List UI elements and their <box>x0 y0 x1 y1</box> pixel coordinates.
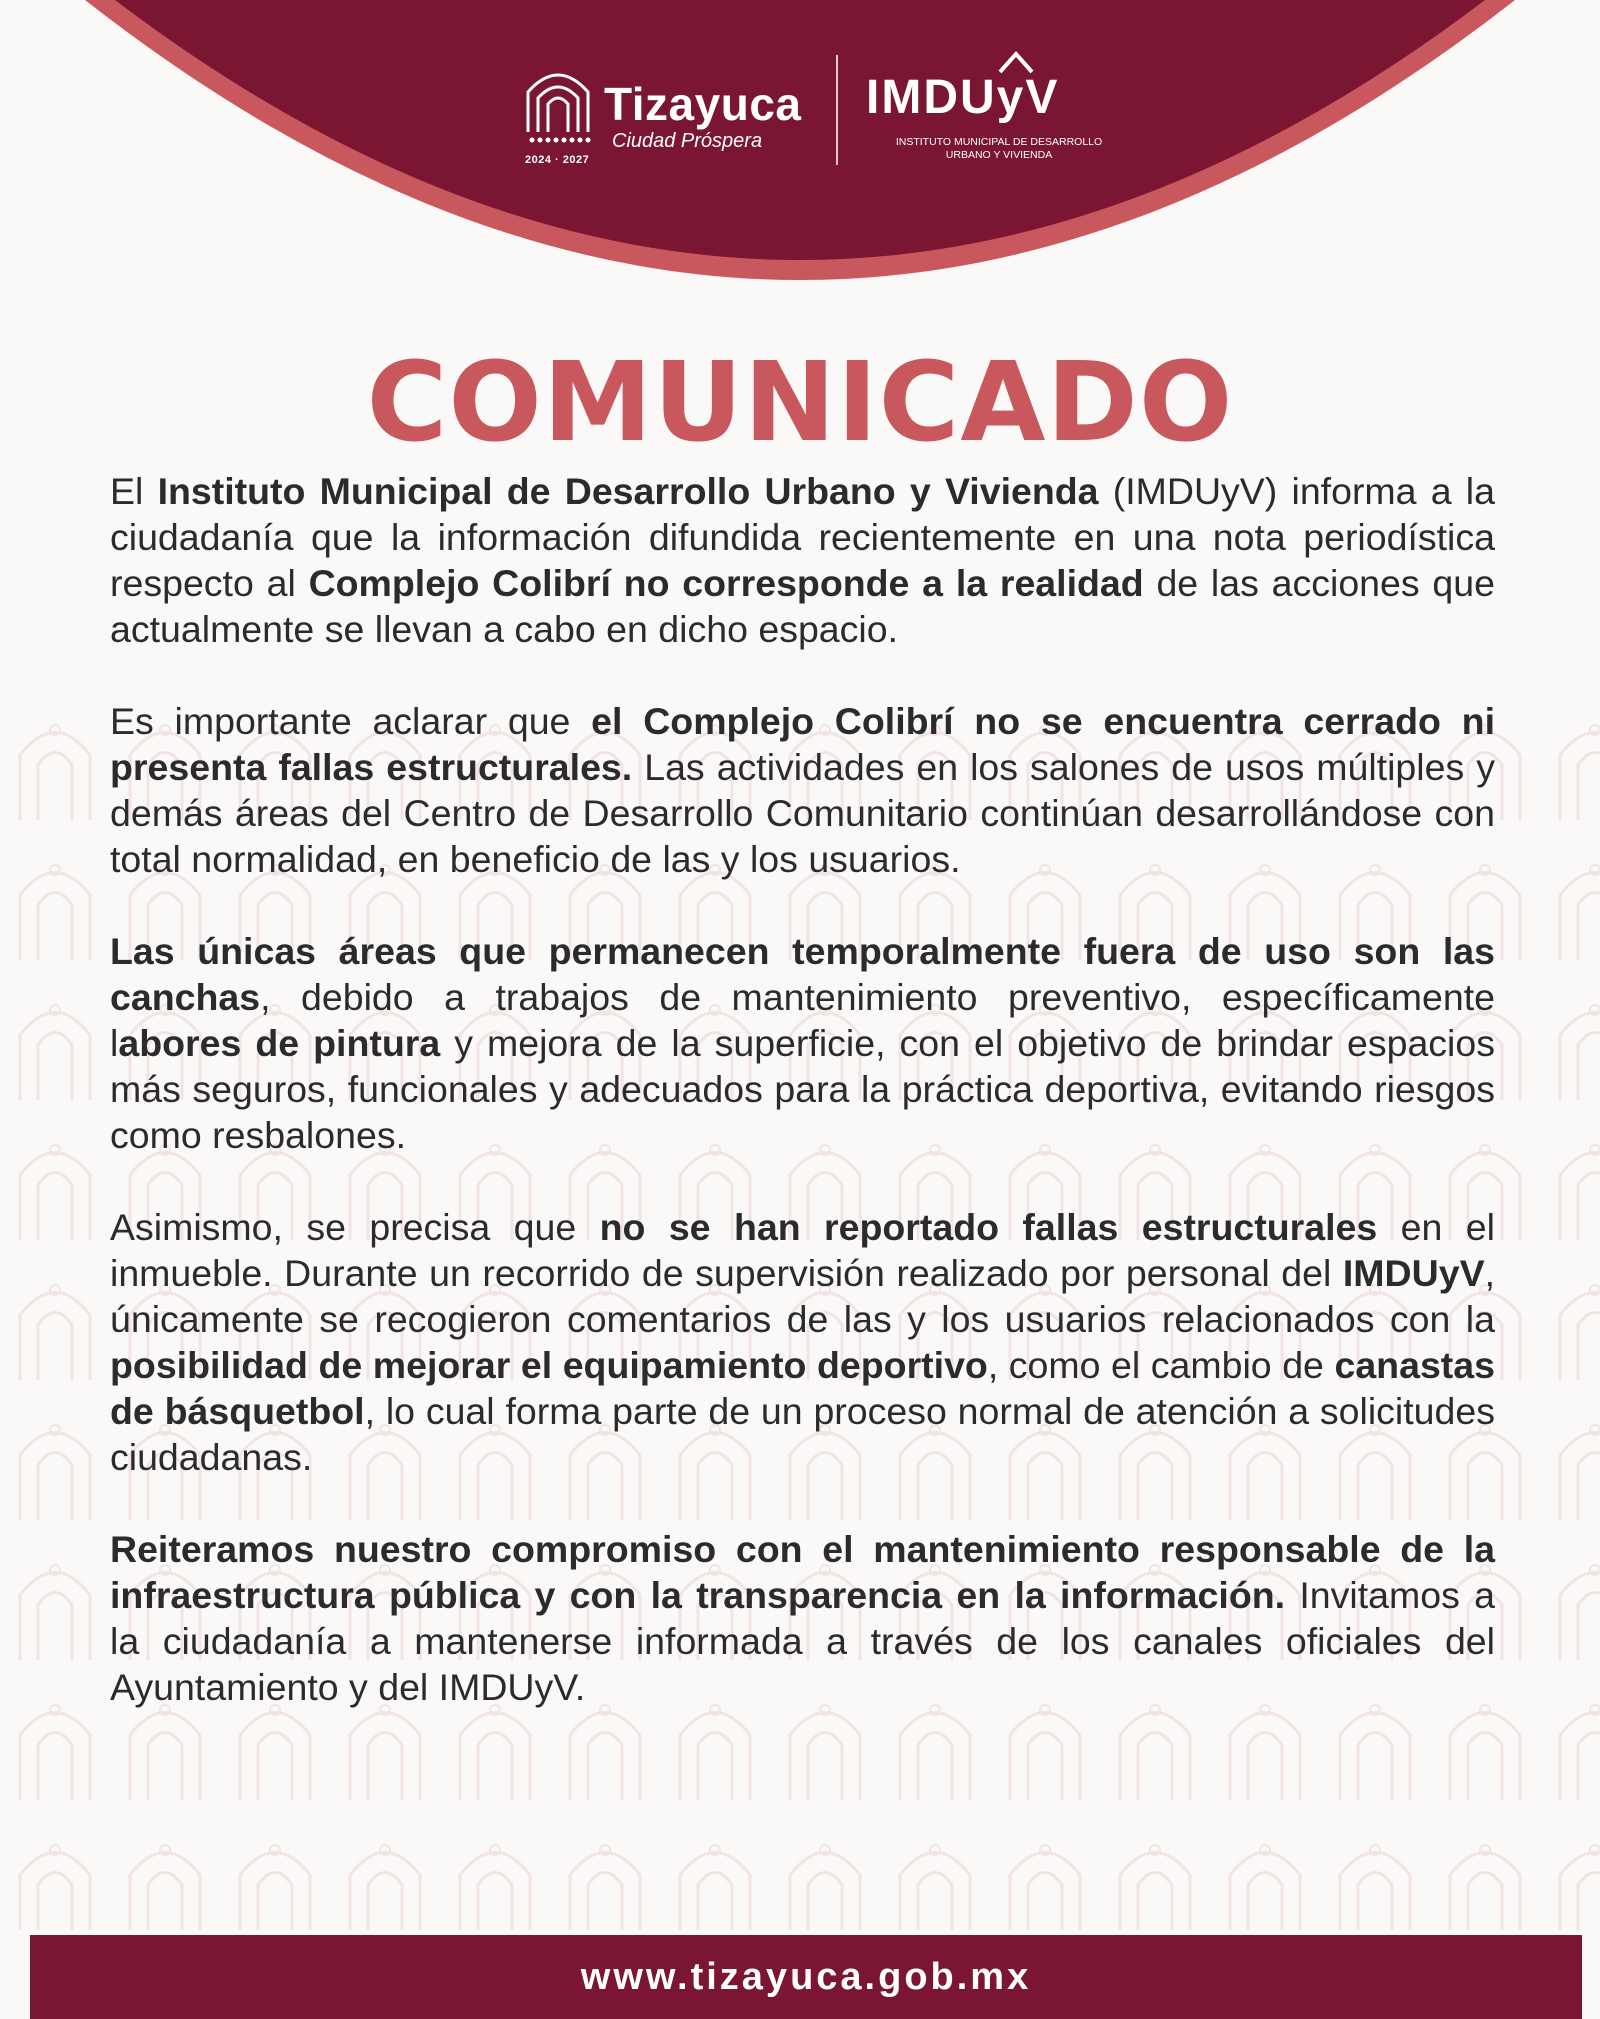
imduyv-acronym: IMDUyV <box>866 71 1060 124</box>
tizayuca-tagline: Ciudad Próspera <box>612 130 763 152</box>
header-logos <box>0 0 1600 260</box>
text-run-bold: Instituto Municipal de Desarrollo Urbano y Vivienda <box>157 470 1099 512</box>
website-link[interactable]: www.tizayuca.gob.mx <box>580 1955 1032 1998</box>
text-run: , debido a trabajos de mantenimiento preventivo, específicamente l <box>110 976 1495 1064</box>
text-run: El <box>110 470 158 512</box>
text-run: Es importante aclarar que <box>110 700 592 742</box>
imduyv-full-name: INSTITUTO MUNICIPAL DE DESARROLLO URBANO Y VIVIENDA <box>895 136 1103 161</box>
paragraph-1 <box>110 468 1495 652</box>
text-run-bold: el Complejo Colibrí no se encuentra cerrado ni presenta fallas estructurales. <box>110 700 1495 788</box>
tizayuca-brand: Tizayuca <box>604 78 802 130</box>
text-run: y mejora de la superficie, con el objetivo de brindar espacios más seguros, funcionales y adecuados para la práctica deportiva, evitando riesgos como resbalones. <box>110 1022 1495 1156</box>
page-title: COMUNICADO <box>366 338 1234 466</box>
text-run: Las actividades en los salones de usos múltiples y demás áreas del Centro de Desarrollo Comunitario continúan desarrollándose con total normalidad, en beneficio de las y los usuarios. <box>110 746 1495 880</box>
tizayuca-years: 2024 · 2027 <box>525 154 590 166</box>
tizayuca-arch-icon <box>522 62 594 154</box>
paragraph-2 <box>110 698 1495 882</box>
text-run-bold: Complejo Colibrí no corresponde a la realidad <box>308 562 1144 604</box>
imduyv-logo <box>866 70 1103 161</box>
text-run-bold: no se han reportado fallas estructurales <box>599 1206 1378 1248</box>
paragraph-3 <box>110 928 1495 1158</box>
text-run: , únicamente se recogieron comentarios de las y los usuarios relacionados con la <box>110 1252 1495 1340</box>
text-run: , como el cambio de <box>987 1344 1335 1386</box>
text-run: de las acciones que actualmente se llevan a cabo en dicho espacio. <box>110 562 1495 650</box>
imduyv-house-icon <box>996 48 1036 74</box>
text-run-bold: Reiteramos nuestro compromiso con el mantenimiento responsable de la infraestructura pública y con la transparencia en la información. <box>110 1528 1495 1616</box>
text-run-bold: Las únicas áreas que permanecen temporalmente fuera de uso son las canchas <box>110 930 1495 1018</box>
footer-bar <box>30 1935 1582 2019</box>
text-run-bold: canastas de básquetbol <box>110 1344 1495 1432</box>
text-run-bold: posibilidad de mejorar el equipamiento deportivo <box>110 1344 988 1386</box>
text-run-bold: IMDUyV <box>1342 1252 1485 1294</box>
text-run: , lo cual forma parte de un proceso normal de atención a solicitudes ciudadanas. <box>110 1390 1495 1478</box>
logo-divider <box>836 55 838 165</box>
text-run: Asimismo, se precisa que <box>110 1206 600 1248</box>
text-run: en el inmueble. Durante un recorrido de supervisión realizado por personal del <box>110 1206 1495 1294</box>
text-run: (IMDUyV) informa a la ciudadanía que la información difundida recientemente en una nota periodística respecto al <box>110 470 1495 604</box>
paragraph-5 <box>110 1526 1495 1710</box>
paragraph-4 <box>110 1204 1495 1480</box>
communique-body <box>110 468 1495 1756</box>
text-run-bold: abores de pintura <box>118 1022 441 1064</box>
text-run: Invitamos a la ciudadanía a mantenerse informada a través de los canales oficiales del Ayuntamiento y del IMDUyV. <box>110 1574 1495 1708</box>
